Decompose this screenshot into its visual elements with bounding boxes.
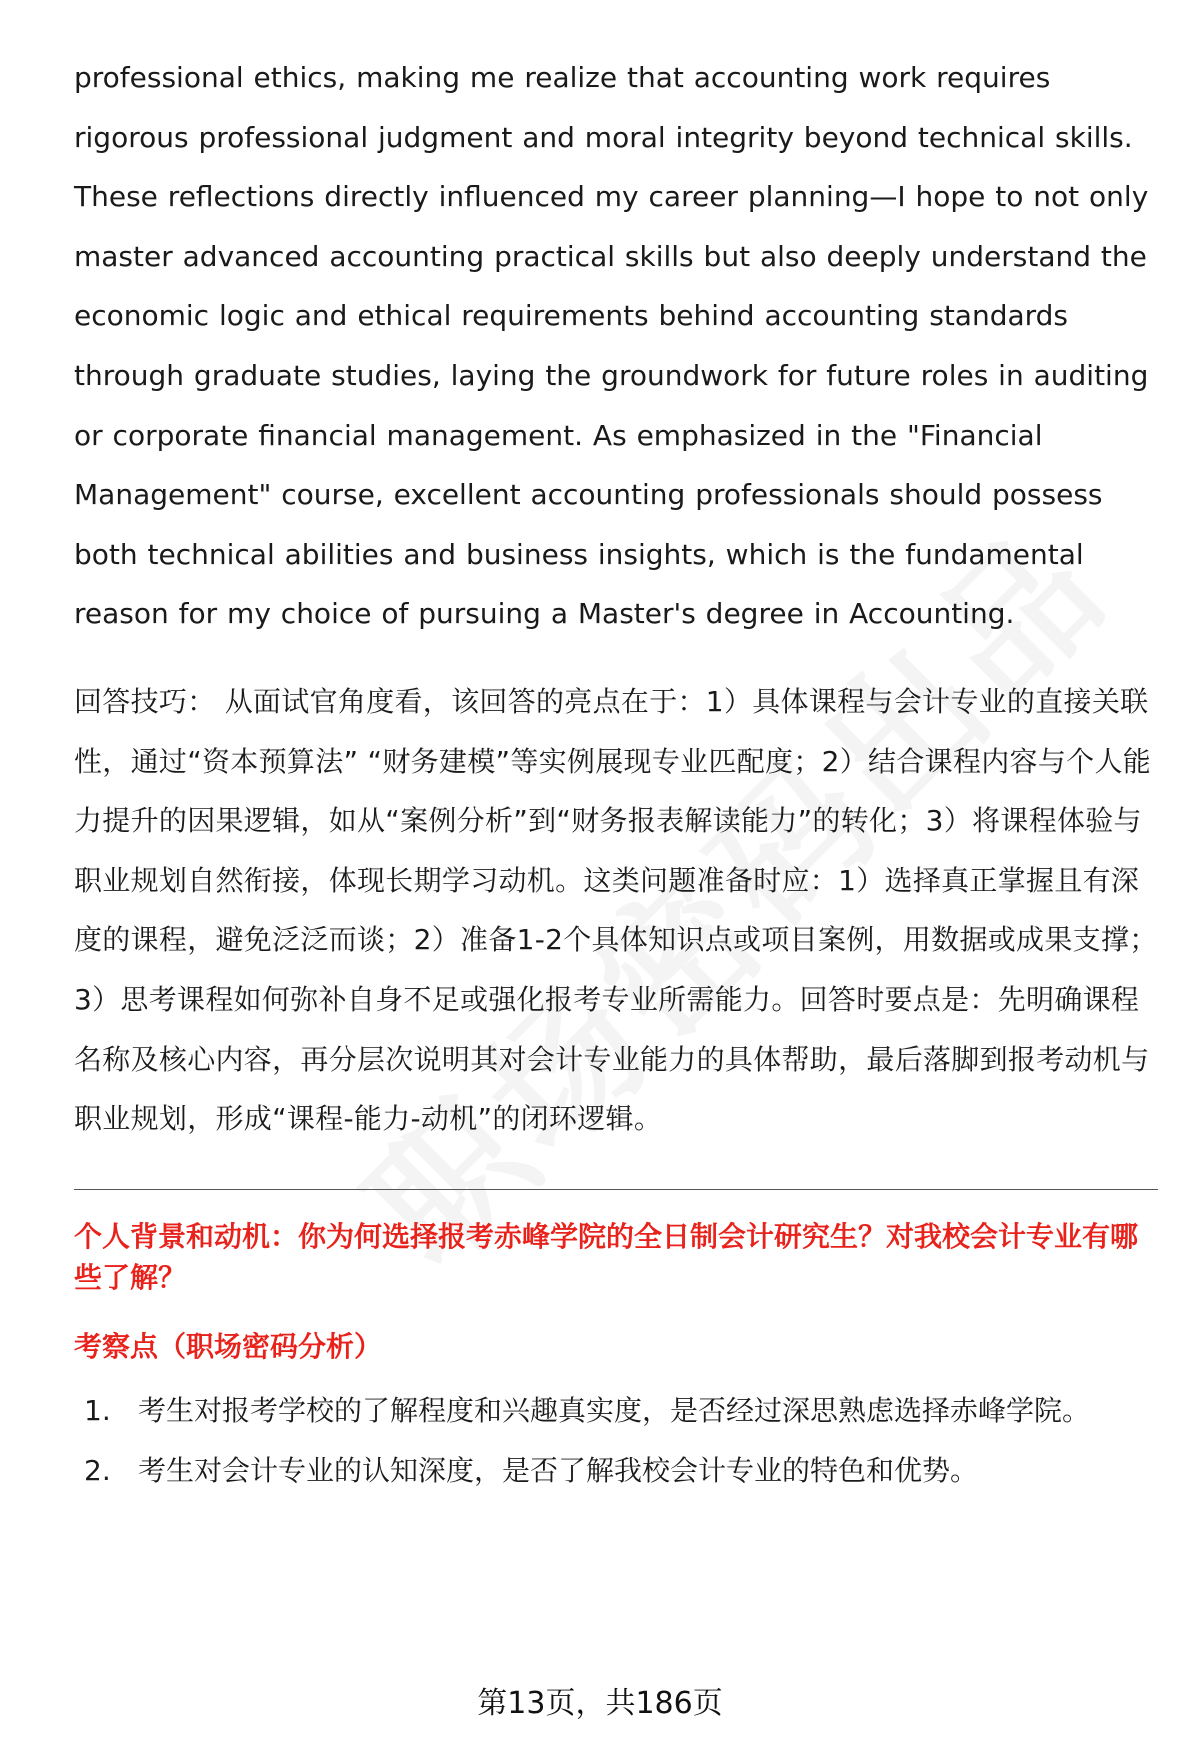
list-item — [74, 1441, 1158, 1501]
page-number: 第13页，共186页 — [477, 1686, 723, 1721]
list-item — [74, 1381, 1158, 1441]
list-number: 2. — [84, 1453, 111, 1487]
english-paragraph: professional ethics, making me realize that accounting work requires rigorous professional judgment and moral integrity beyond technical skills. These reflections directly influenced my career planning—I hope to not only master advanced accounting practical skills but also deeply understand the economic logic and ethical requirements behind accounting standards through graduate studies, laying the groundwork for future roles in auditing or corporate financial management. As emphasized in the "Financial Management" course, excellent accounting professionals should possess both technical abilities and business insights, which is the fundamental reason for my choice of pursuing a Master's degree in Accounting. — [74, 61, 1149, 631]
document-page — [74, 48, 1158, 1501]
assessment-subheading: 考察点（职场密码分析） — [74, 1329, 383, 1363]
assessment-points — [74, 1381, 1158, 1501]
list-text: 考生对会计专业的认知深度，是否了解我校会计专业的特色和优势。 — [138, 1453, 979, 1487]
tips-paragraph: 回答技巧： 从面试官角度看，该回答的亮点在于：1）具体课程与会计专业的直接关联性，通过“资本预算法” “财务建模”等实例展现专业匹配度；2）结合课程内容与个人能力提升的因果逻辑，如从“案例分析”到“财务报表解读能力”的转化；3）将课程体验与职业规划自然衔接，体现长期学习动机。这类问题准备时应：1）选择真正掌握且有深度的课程，避免泛泛而谈；2）准备1-2个具体知识点或项目案例，用数据或成果支撑；3）思考课程如何弥补自身不足或强化报考专业所需能力。回答时要点是：先明确课程名称及核心内容，再分层次说明其对会计专业能力的具体帮助，最后落脚到报考动机与职业规划，形成“课程-能力-动机”的闭环逻辑。 — [74, 684, 1158, 1136]
list-number: 1. — [84, 1393, 111, 1427]
section-divider — [74, 1189, 1158, 1190]
list-text: 考生对报考学校的了解程度和兴趣真实度，是否经过深思熟虑选择赤峰学院。 — [138, 1393, 1091, 1427]
question-heading: 个人背景和动机：你为何选择报考赤峰学院的全日制会计研究生？对我校会计专业有哪些了解？ — [74, 1219, 1139, 1294]
